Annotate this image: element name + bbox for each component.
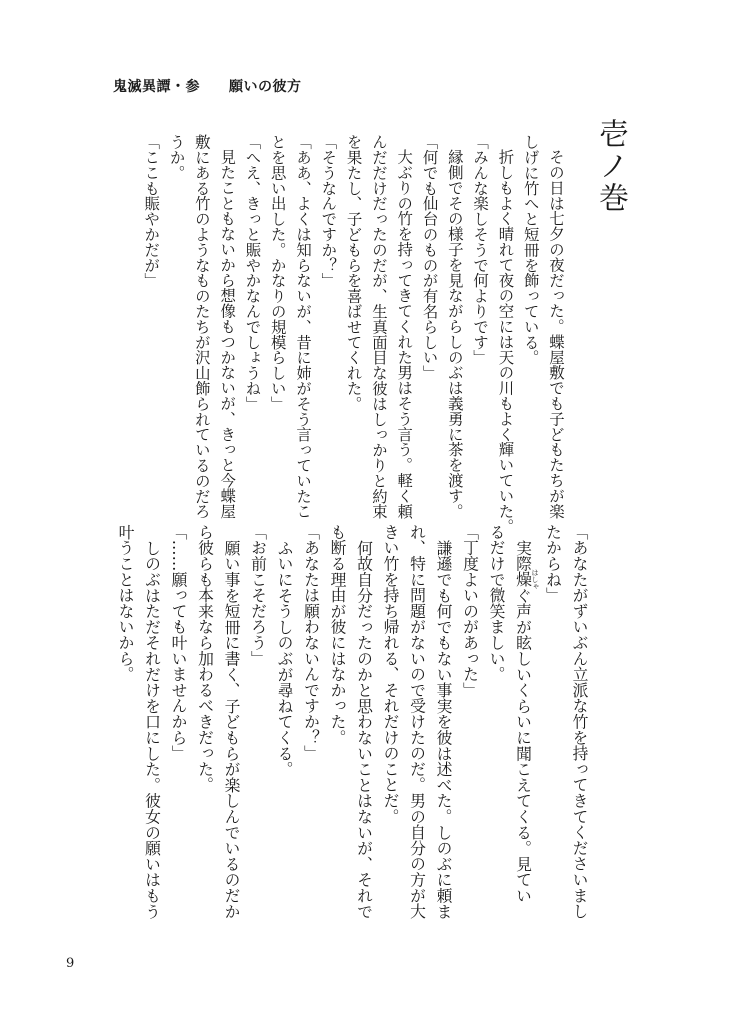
series-title: 鬼滅異譚・参 — [113, 79, 200, 95]
text-column: 「そうなんですか？」 — [319, 134, 338, 288]
text-column: 「ここも賑やかだが」 — [142, 134, 161, 288]
text-column: きい竹を持ち帰れる、それだけのことだ。 — [381, 524, 400, 825]
text-column: 折しもよく晴れて夜の空には天の川もよく輝いていた。 — [496, 149, 515, 535]
text-block-bottom — [112, 524, 593, 919]
text-segment: 実際 — [513, 539, 533, 572]
text-column: たからね」 — [543, 524, 563, 603]
text-column: 「へえ、きっと賑やかなんでしょうね」 — [243, 134, 262, 412]
text-column: を果たし、子どもらを喜ばせてくれた。 — [344, 134, 363, 412]
text-column: るだけで微笑ましい。 — [487, 524, 506, 682]
text-column: ふいにそうしのぶが尋ねてくる。 — [275, 539, 294, 777]
text-segment: ぐ声が眩しいくらいに聞こえてくる。見てい — [513, 587, 533, 904]
text-column: 「ああ、よくは知らないが、昔に姉がそう言っていたこ — [294, 134, 313, 519]
text-column: 「あなたがずいぶん立派な竹を持ってきてくださいまし — [570, 524, 589, 919]
text-column: 見たこともないから想像もつかないが、きっと今蝶屋 — [218, 149, 237, 519]
chapter-title: 壱ノ巻 — [593, 118, 628, 214]
text-column: 叶うことはないから。 — [116, 524, 135, 682]
text-column: 「あなたは願わないんですか？」 — [301, 524, 321, 761]
ruby-base: 燥 — [513, 568, 533, 590]
text-column: ら彼らも本来なら加わるべきだった。 — [195, 524, 215, 793]
text-column: 敷にある竹のようなものたちが沢山飾られているのだろ — [192, 134, 211, 519]
text-column: 縁側でその様子を見ながらしのぶは義勇に茶を渡す。 — [445, 149, 464, 519]
text-column: とを思い出した。かなりの規模らしい」 — [268, 134, 287, 412]
ruby-word — [513, 568, 539, 590]
text-column: んだだけだったのだが、生真面目な彼はしっかりと約束 — [369, 134, 388, 519]
text-column: 大ぶりの竹を持ってきてくれた男はそう言う。軽く頼 — [395, 149, 414, 519]
text-column: 「……願っても叶いませんから」 — [169, 524, 188, 761]
text-column: 謙遜でも何でもない事実を彼は述べた。しのぶに頼ま — [434, 539, 453, 919]
text-column: も断る理由が彼にはなかった。 — [328, 524, 347, 746]
text-column: 何故自分だったのかと思わないことはないが、それで — [354, 539, 374, 919]
text-column: 「丁度よいのがあった」 — [460, 524, 480, 698]
text-column: 願い事を短冊に書く、子どもらが楽しんでいるのだか — [222, 539, 241, 919]
text-column: 「お前こそだろう」 — [248, 524, 268, 667]
text-block-top — [138, 134, 568, 535]
text-column: しのぶはただそれだけを口にした。彼女の願いはもう — [142, 539, 162, 919]
running-header — [113, 76, 302, 96]
text-column: 「みんな楽しそうで何よりです」 — [471, 134, 490, 365]
text-column: れ、特に問題がないので受けたのだ。男の自分の方が大 — [407, 524, 427, 919]
text-column: しげに竹へと短冊を飾っている。 — [521, 134, 540, 365]
text-column: うか。 — [167, 134, 186, 181]
page-number: 9 — [66, 956, 75, 971]
story-title: 願いの彼方 — [229, 79, 302, 95]
text-column: 「何でも仙台のものが有名らしい」 — [420, 134, 439, 381]
text-column: その日は七夕の夜だった。蝶屋敷でも子どもたちが楽 — [547, 149, 565, 519]
ruby-reading: はしゃ — [531, 568, 539, 590]
text-column — [509, 524, 539, 914]
